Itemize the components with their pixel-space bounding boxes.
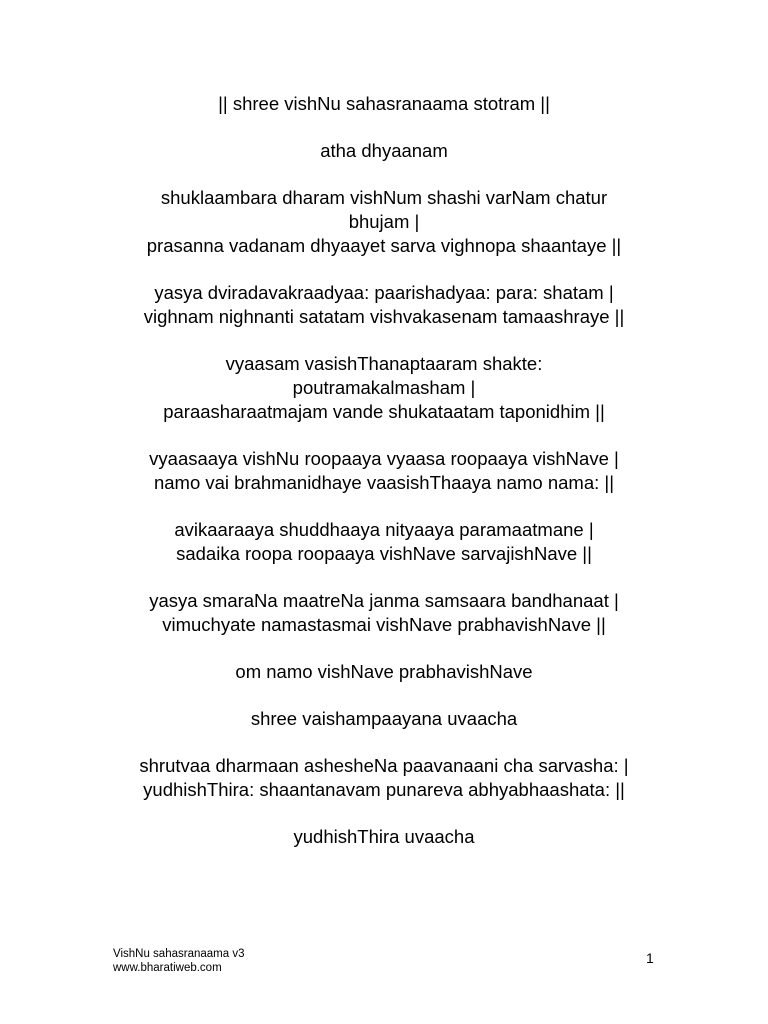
verse-line: prasanna vadanam dhyaayet sarva vighnopa shaantaye || bbox=[146, 235, 622, 256]
verse-line: namo vai brahmanidhaye vaasishThaaya namo nama: || bbox=[153, 472, 615, 493]
verse-line: sadaika roopa roopaaya vishNave sarvajishNave || bbox=[176, 543, 592, 564]
verse-line: yudhishThira: shaantanavam punareva abhyabhaashata: || bbox=[143, 779, 625, 800]
section-heading-vaishampaayana: shree vaishampaayana uvaacha bbox=[250, 708, 518, 729]
verse-line: poutramakalmasham | bbox=[292, 377, 476, 398]
page-number: 1 bbox=[646, 950, 654, 966]
verse-line: vyaasam vasishThanaptaaram shakte: bbox=[225, 353, 543, 374]
footer-website: www.bharatiweb.com bbox=[113, 962, 222, 974]
verse-line: shuklaambara dharam vishNum shashi varNam chatur bbox=[160, 187, 608, 208]
verse-line: shrutvaa dharmaan ashesheNa paavanaani cha sarvasha: | bbox=[139, 755, 629, 776]
verse-line: avikaaraaya shuddhaaya nityaaya paramaatmane | bbox=[174, 519, 594, 540]
footer-doc-name: VishNu sahasranaama v3 bbox=[113, 948, 245, 960]
verse-line: vyaasaaya vishNu roopaaya vyaasa roopaaya vishNave | bbox=[149, 448, 619, 469]
section-heading-yudhishthira: yudhishThira uvaacha bbox=[293, 826, 475, 847]
section-heading-dhyaanam: atha dhyaanam bbox=[320, 140, 448, 161]
verse-line: paraasharaatmajam vande shukataatam taponidhim || bbox=[163, 401, 605, 422]
verse-line: yasya smaraNa maatreNa janma samsaara bandhanaat | bbox=[149, 590, 619, 611]
verse-line: om namo vishNave prabhavishNave bbox=[235, 661, 533, 682]
verse-line: vimuchyate namastasmai vishNave prabhavishNave || bbox=[162, 614, 606, 635]
verse-line: bhujam | bbox=[348, 211, 420, 232]
verse-line: vighnam nighnanti satatam vishvakasenam tamaashraye || bbox=[143, 306, 625, 327]
document-body bbox=[110, 92, 658, 849]
page-footer bbox=[113, 947, 244, 975]
verse-line: yasya dviradavakraadyaa: paarishadyaa: para: shatam | bbox=[154, 282, 614, 303]
document-title: || shree vishNu sahasranaama stotram || bbox=[218, 93, 550, 114]
